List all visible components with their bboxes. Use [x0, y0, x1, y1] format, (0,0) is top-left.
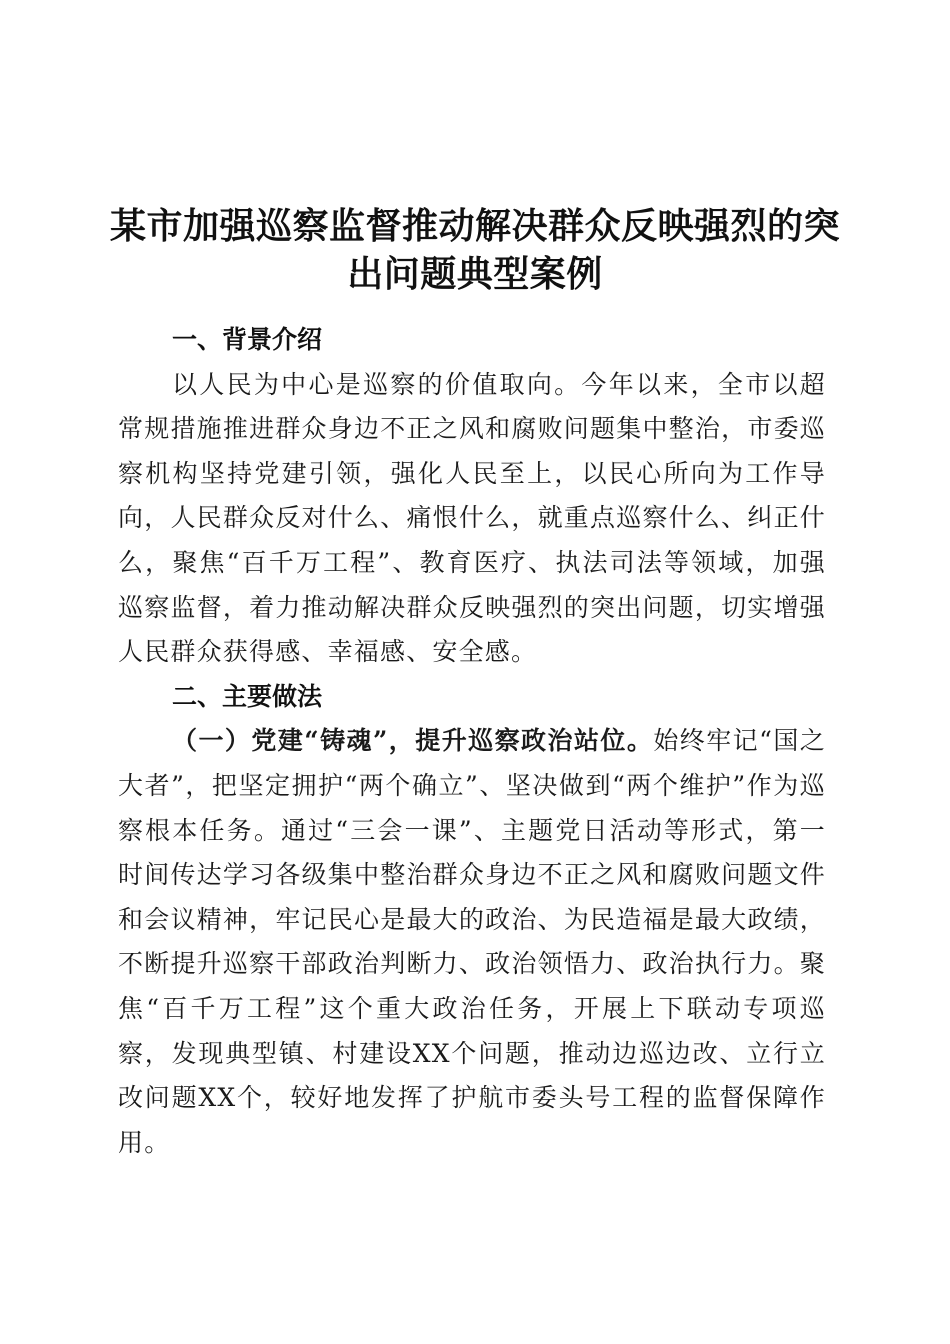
section-heading-background: 一、背景介绍 — [172, 325, 323, 354]
section-heading-main-practices: 二、主要做法 — [172, 681, 323, 711]
document-body — [118, 318, 826, 1165]
subsection-text: 始终牢记“国之大者”，把坚定拥护“两个确立”、坚决做到“两个维护”作为巡察根本任务。通过“三会一课”、主题党日活动等形式，第一时间传达学习各级集中整治群众身边不正之风和腐败问题文件和会议精神，牢记民心是最大的政治、为民造福是最大政绩，不断提升巡察干部政治判断力、政治领悟力、政治执行力。聚焦“百千万工程”这个重大政治任务，开展上下联动专项巡察，发现典型镇、村建设XX个问题，推动边巡边改、立行立改问题XX个，较好地发挥了护航市委头号工程的监督保障作用。 — [118, 726, 826, 1157]
document-title: 某市加强巡察监督推动解决群众反映强烈的突出问题典型案例 — [109, 205, 840, 296]
subsection-paragraph-party-building — [118, 719, 826, 1165]
background-paragraph: 以人民为中心是巡察的价值取向。今年以来，全市以超常规措施推进群众身边不正之风和腐败问题集中整治，市委巡察机构坚持党建引领，强化人民至上，以民心所向为工作导向，人民群众反对什么、痛恨什么，就重点巡察什么、纠正什么，聚焦“百千万工程”、教育医疗、执法司法等领域，加强巡察监督，着力推动解决群众反映强烈的突出问题，切实增强人民群众获得感、幸福感、安全感。 — [118, 369, 826, 667]
subsection-lead: （一）党建“铸魂”，提升巡察政治站位。 — [172, 726, 654, 756]
